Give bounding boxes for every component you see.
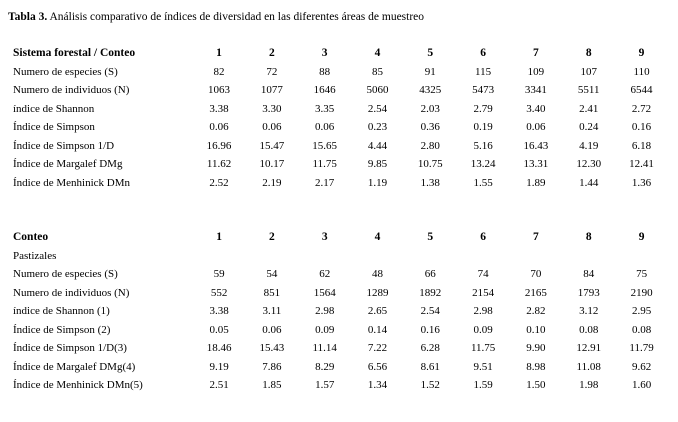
cell: 5060 bbox=[366, 84, 389, 97]
cell: 62 bbox=[319, 268, 331, 281]
column-header-5: 5 bbox=[427, 231, 434, 244]
cell: 5511 bbox=[577, 84, 600, 97]
cell: 88 bbox=[319, 65, 331, 78]
cell: 15.65 bbox=[312, 139, 338, 152]
cell: 1.59 bbox=[473, 379, 493, 392]
cell: 59 bbox=[213, 268, 225, 281]
cell: 0.24 bbox=[579, 121, 599, 134]
column-header-label: Conteo bbox=[13, 231, 49, 244]
cell: 0.06 bbox=[209, 121, 229, 134]
cell: 0.06 bbox=[262, 121, 282, 134]
table-subheading-row bbox=[10, 247, 668, 266]
cell: 9.51 bbox=[473, 360, 493, 373]
row-label: Índice de Margalef DMg bbox=[13, 158, 123, 171]
cell: 0.14 bbox=[367, 323, 388, 336]
table-row bbox=[10, 118, 668, 137]
column-header-label: Sistema forestal / Conteo bbox=[13, 47, 136, 60]
cell: 5.16 bbox=[473, 139, 493, 152]
cell: 2.51 bbox=[209, 379, 229, 392]
cell: 11.14 bbox=[312, 342, 337, 355]
row-label: Índice de Menhinick DMn(5) bbox=[13, 379, 143, 392]
table-row bbox=[10, 284, 668, 303]
column-header-9: 9 bbox=[638, 231, 645, 244]
caption-text: Análisis comparativo de índices de diversidad en las diferentes áreas de muestreo bbox=[47, 11, 425, 23]
cell: 2.52 bbox=[209, 176, 229, 189]
cell: 1.36 bbox=[631, 176, 652, 189]
row-label: Numero de individuos (N) bbox=[13, 84, 130, 97]
cell: 552 bbox=[210, 286, 228, 299]
row-label: Numero de especies (S) bbox=[13, 65, 118, 78]
table-row bbox=[10, 155, 668, 174]
cell: 2.65 bbox=[367, 305, 388, 318]
cell: 0.06 bbox=[262, 323, 282, 336]
cell: 1.57 bbox=[315, 379, 335, 392]
cell: 8.98 bbox=[526, 360, 546, 373]
cell: 12.91 bbox=[576, 342, 602, 355]
cell: 0.08 bbox=[631, 323, 652, 336]
cell: 85 bbox=[371, 65, 383, 78]
cell: 1077 bbox=[260, 84, 283, 97]
cell: 1892 bbox=[419, 286, 442, 299]
cell: 109 bbox=[527, 65, 545, 78]
cell: 2.80 bbox=[420, 139, 440, 152]
cell: 9.85 bbox=[367, 158, 388, 171]
column-header-2: 2 bbox=[269, 231, 275, 244]
cell: 6.18 bbox=[631, 139, 652, 152]
cell: 9.62 bbox=[631, 360, 652, 373]
column-header-4: 4 bbox=[374, 231, 381, 244]
cell: 2.54 bbox=[420, 305, 440, 318]
empty-cell bbox=[562, 247, 615, 266]
column-header-6: 6 bbox=[480, 47, 486, 60]
column-header-1: 1 bbox=[216, 231, 222, 244]
cell: 6.56 bbox=[367, 360, 388, 373]
column-header-1: 1 bbox=[216, 47, 222, 60]
cell: 2.72 bbox=[631, 102, 652, 115]
cell: 0.16 bbox=[420, 323, 440, 336]
cell: 0.09 bbox=[315, 323, 335, 336]
table-row bbox=[10, 376, 668, 395]
forest-systems-table bbox=[10, 44, 668, 192]
empty-cell bbox=[245, 247, 298, 266]
cell: 2.98 bbox=[315, 305, 335, 318]
cell: 48 bbox=[372, 268, 383, 281]
cell: 2.03 bbox=[420, 102, 440, 115]
cell: 0.19 bbox=[473, 121, 493, 134]
cell: 1289 bbox=[366, 286, 389, 299]
column-header-4: 4 bbox=[374, 47, 381, 60]
cell: 3.30 bbox=[262, 102, 282, 115]
cell: 3.40 bbox=[526, 102, 546, 115]
row-label: Índice de Simpson (2) bbox=[13, 323, 111, 336]
cell: 0.36 bbox=[420, 121, 440, 134]
empty-cell bbox=[404, 247, 457, 266]
column-header-7: 7 bbox=[533, 47, 539, 60]
table-row bbox=[10, 63, 668, 82]
cell: 0.05 bbox=[209, 323, 229, 336]
grasslands-table bbox=[10, 228, 668, 395]
cell: 0.09 bbox=[473, 323, 493, 336]
cell: 851 bbox=[263, 286, 281, 299]
cell: 2.17 bbox=[315, 176, 335, 189]
cell: 74 bbox=[477, 268, 489, 281]
table-row bbox=[10, 302, 668, 321]
row-label: Índice de Menhinick DMn bbox=[13, 176, 130, 189]
cell: 15.47 bbox=[259, 139, 285, 152]
table-row bbox=[10, 137, 668, 156]
table-caption bbox=[8, 10, 670, 24]
cell: 72 bbox=[266, 65, 278, 78]
cell: 10.17 bbox=[259, 158, 285, 171]
table-header-row bbox=[10, 44, 668, 63]
table-row bbox=[10, 100, 668, 119]
cell: 1.50 bbox=[526, 379, 546, 392]
cell: 11.08 bbox=[576, 360, 601, 373]
column-header-8: 8 bbox=[585, 231, 592, 244]
column-header-8: 8 bbox=[585, 47, 592, 60]
cell: 15.43 bbox=[259, 342, 285, 355]
column-header-6: 6 bbox=[480, 231, 486, 244]
cell: 2154 bbox=[472, 286, 495, 299]
cell: 9.90 bbox=[526, 342, 546, 355]
cell: 8.61 bbox=[420, 360, 440, 373]
cell: 1564 bbox=[313, 286, 336, 299]
cell: 110 bbox=[633, 65, 650, 78]
cell: 1.34 bbox=[367, 379, 388, 392]
cell: 0.16 bbox=[631, 121, 652, 134]
cell: 10.75 bbox=[417, 158, 443, 171]
row-label: Índice de Margalef DMg(4) bbox=[13, 360, 136, 373]
cell: 3.11 bbox=[262, 305, 282, 318]
cell: 13.24 bbox=[470, 158, 496, 171]
column-header-7: 7 bbox=[533, 231, 539, 244]
cell: 4325 bbox=[419, 84, 442, 97]
table-header-row bbox=[10, 228, 668, 247]
cell: 1.52 bbox=[420, 379, 440, 392]
empty-cell bbox=[351, 247, 404, 266]
cell: 70 bbox=[530, 268, 542, 281]
cell: 115 bbox=[475, 65, 492, 78]
cell: 7.86 bbox=[262, 360, 282, 373]
cell: 1646 bbox=[313, 84, 336, 97]
cell: 2.54 bbox=[367, 102, 388, 115]
row-label: índice de Shannon (1) bbox=[13, 305, 110, 318]
empty-cell bbox=[457, 247, 510, 266]
row-label: Numero de individuos (N) bbox=[13, 286, 130, 299]
empty-cell bbox=[193, 247, 246, 266]
cell: 75 bbox=[636, 268, 648, 281]
cell: 3.38 bbox=[209, 102, 229, 115]
table-row bbox=[10, 358, 668, 377]
cell: 54 bbox=[266, 268, 278, 281]
cell: 2.95 bbox=[631, 305, 652, 318]
cell: 0.23 bbox=[367, 121, 388, 134]
cell: 0.06 bbox=[526, 121, 546, 134]
cell: 16.96 bbox=[206, 139, 232, 152]
row-label: índice de Shannon bbox=[13, 102, 95, 115]
cell: 2.19 bbox=[262, 176, 282, 189]
cell: 0.08 bbox=[579, 323, 599, 336]
row-label: Índice de Simpson 1/D bbox=[13, 139, 115, 152]
cell: 91 bbox=[424, 65, 436, 78]
cell: 2.79 bbox=[473, 102, 493, 115]
cell: 6.28 bbox=[420, 342, 440, 355]
cell: 1.38 bbox=[420, 176, 440, 189]
table-row bbox=[10, 321, 668, 340]
row-label: Índice de Simpson 1/D(3) bbox=[13, 342, 127, 355]
cell: 12.41 bbox=[629, 158, 654, 171]
cell: 13.31 bbox=[523, 158, 549, 171]
cell: 1.55 bbox=[473, 176, 493, 189]
table-row bbox=[10, 81, 668, 100]
cell: 2190 bbox=[630, 286, 653, 299]
empty-cell bbox=[298, 247, 351, 266]
column-header-3: 3 bbox=[321, 47, 328, 60]
cell: 1793 bbox=[577, 286, 600, 299]
cell: 1.19 bbox=[367, 176, 388, 189]
cell: 66 bbox=[424, 268, 436, 281]
cell: 3341 bbox=[524, 84, 547, 97]
empty-cell bbox=[510, 247, 563, 266]
cell: 1.98 bbox=[579, 379, 599, 392]
cell: 3.38 bbox=[209, 305, 229, 318]
cell: 1.89 bbox=[526, 176, 546, 189]
cell: 6544 bbox=[630, 84, 653, 97]
cell: 11.62 bbox=[206, 158, 232, 171]
cell: 1.85 bbox=[262, 379, 282, 392]
cell: 4.19 bbox=[579, 139, 599, 152]
cell: 11.75 bbox=[312, 158, 337, 171]
column-header-2: 2 bbox=[268, 47, 275, 60]
cell: 12.30 bbox=[576, 158, 602, 171]
cell: 3.35 bbox=[315, 102, 335, 115]
table-row bbox=[10, 265, 668, 284]
cell: 11.75 bbox=[470, 342, 496, 355]
cell: 8.29 bbox=[315, 360, 335, 373]
cell: 16.43 bbox=[523, 139, 549, 152]
cell: 4.44 bbox=[367, 139, 388, 152]
cell: 0.10 bbox=[526, 323, 546, 336]
cell: 5473 bbox=[472, 84, 495, 97]
cell: 11.79 bbox=[629, 342, 654, 355]
table-row bbox=[10, 174, 668, 193]
subheading-label: Pastizales bbox=[13, 249, 57, 262]
caption-label: Tabla 3. bbox=[8, 11, 48, 23]
row-label: Numero de especies (S) bbox=[13, 268, 118, 281]
table-row bbox=[10, 339, 668, 358]
cell: 2.41 bbox=[579, 102, 599, 115]
cell: 1063 bbox=[208, 84, 231, 97]
cell: 3.12 bbox=[579, 305, 599, 318]
cell: 2.82 bbox=[526, 305, 546, 318]
cell: 1.44 bbox=[579, 176, 599, 189]
column-header-3: 3 bbox=[321, 231, 328, 244]
cell: 18.46 bbox=[206, 342, 232, 355]
column-header-5: 5 bbox=[427, 47, 434, 60]
cell: 0.06 bbox=[315, 121, 335, 134]
cell: 7.22 bbox=[367, 342, 388, 355]
cell: 9.19 bbox=[209, 360, 229, 373]
empty-cell bbox=[615, 247, 668, 266]
cell: 2165 bbox=[524, 286, 547, 299]
cell: 107 bbox=[580, 65, 597, 78]
cell: 2.98 bbox=[473, 305, 493, 318]
cell: 82 bbox=[213, 65, 225, 78]
cell: 1.60 bbox=[631, 379, 652, 392]
cell: 84 bbox=[583, 268, 595, 281]
row-label: Índice de Simpson bbox=[13, 121, 95, 134]
column-header-9: 9 bbox=[638, 47, 645, 60]
